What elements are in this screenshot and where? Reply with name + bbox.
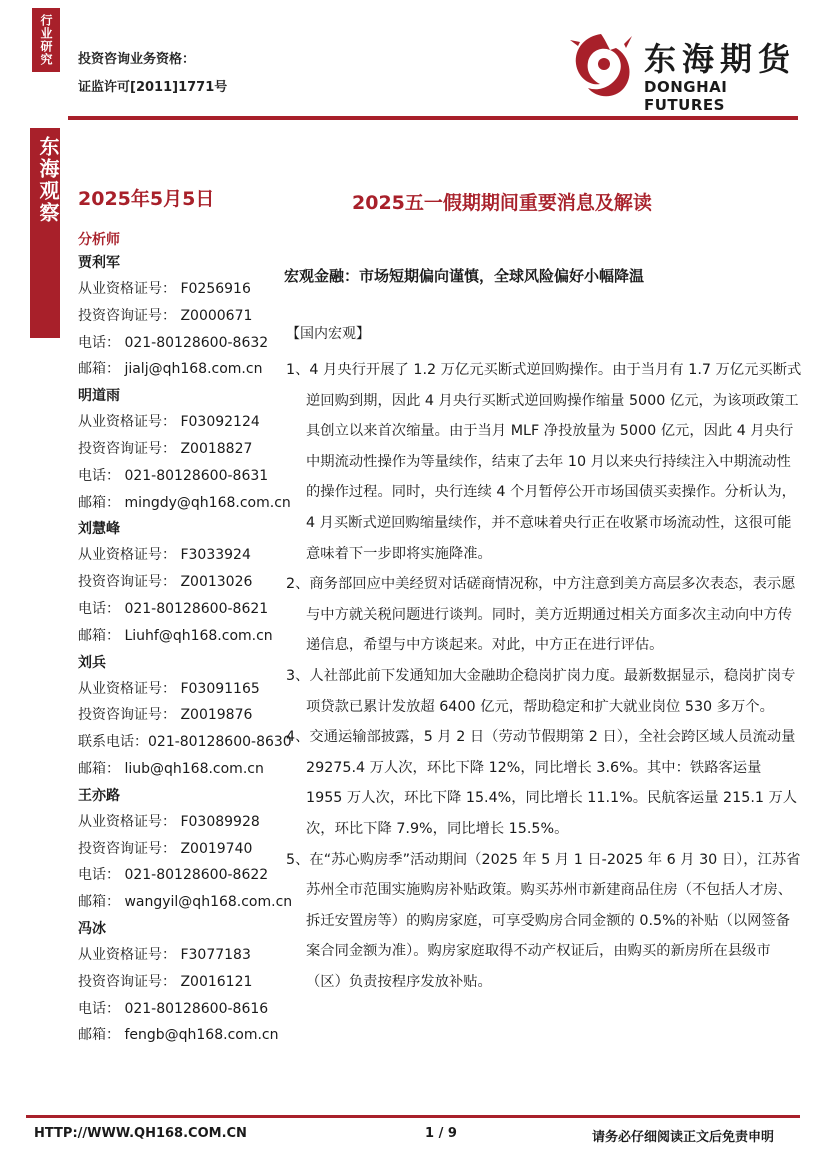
logo-chinese-name: 东海期货 — [644, 40, 797, 78]
header-divider — [68, 116, 798, 120]
analyst-email: 邮箱： wangyil@qh168.com.cn — [78, 894, 293, 911]
news-item: 4、交通运输部披露，5 月 2 日（劳动节假期第 2 日），全社会跨区域人员流动量 29275.4 万人次，环比下降 12%，同比增长 3.6%。其中：铁路客运量 1955 万人次，环比下降 15.4%，同比增长 11.1%。民航客运量 215.1 万人次，环比下降 7.9%，同比增长 15.5%。 — [286, 729, 798, 837]
analyst-email: 邮箱： Liuhf@qh168.com.cn — [78, 627, 273, 644]
analyst-license: 从业资格证号： F3033924 — [78, 547, 251, 564]
analyst-list — [78, 250, 292, 1049]
analyst-card — [78, 383, 292, 516]
logo-english-name: DONGHAI FUTURES — [644, 78, 728, 114]
license-number: 证监许可[2011]1771号 — [78, 80, 228, 95]
analyst-name: 冯冰 — [78, 920, 106, 937]
news-item: 1、4 月央行开展了 1.2 万亿元买断式逆回购操作。由于当月有 1.7 万亿元买断式逆回购到期，因此 4 月央行买断式逆回购操作缩量 5000 亿元，为该项政策工具创立以来首次缩量。由于当月 MLF 净投放量为 5000 亿元，因此 4 月央行中期流动性操作为等量续作，结束了去年 10 月以来央行持续注入中期流动性的操作过程。同时，央行连续 4 个月暂停公开市场国债买卖操作。分析认为，4 月买断式逆回购缩量续作，并不意味着央行正在收紧市场流动性，这很可能意味着下一步即将实施降准。 — [286, 362, 802, 562]
analyst-license: 从业资格证号： F3077183 — [78, 946, 251, 963]
analyst-license: 从业资格证号： F0256916 — [78, 281, 251, 297]
analyst-heading: 分析师 — [78, 232, 120, 248]
qualification-label: 投资咨询业务资格： — [78, 52, 196, 67]
report-body — [286, 355, 802, 997]
analyst-consult-cert: 投资咨询证号： Z0016121 — [78, 973, 253, 990]
dragon-emblem-icon — [566, 26, 636, 106]
analyst-license: 从业资格证号： F03091165 — [78, 680, 260, 697]
analyst-name: 刘慧峰 — [78, 521, 120, 538]
analyst-name: 刘兵 — [78, 654, 106, 671]
analyst-consult-cert: 投资咨询证号： Z0019740 — [78, 840, 253, 857]
analyst-consult-cert: 投资咨询证号： Z0019876 — [78, 707, 253, 724]
analyst-card — [78, 650, 292, 783]
section-subtitle: 宏观金融：市场短期偏向谨慎，全球风险偏好小幅降温 — [284, 267, 645, 285]
sidebar-column-tag — [30, 128, 60, 338]
analyst-card — [78, 916, 292, 1049]
analyst-license: 从业资格证号： F03092124 — [78, 414, 260, 431]
analyst-phone: 联系电话：021-80128600-8630 — [78, 734, 292, 751]
analyst-card — [78, 250, 292, 383]
report-type-tag: 行业研究 — [32, 8, 60, 72]
analyst-phone: 电话： 021-80128600-8616 — [78, 1000, 269, 1017]
analyst-phone: 电话： 021-80128600-8631 — [78, 467, 269, 484]
report-title: 2025五一假期期间重要消息及解读 — [352, 192, 652, 214]
analyst-email: 邮箱： liub@qh168.com.cn — [78, 760, 264, 777]
analyst-email: 邮箱： mingdy@qh168.com.cn — [78, 494, 291, 511]
analyst-card — [78, 783, 292, 916]
analyst-name: 王亦路 — [78, 787, 120, 804]
analyst-consult-cert: 投资咨询证号： Z0018827 — [78, 440, 253, 457]
company-logo — [566, 26, 806, 114]
analyst-license: 从业资格证号： F03089928 — [78, 813, 260, 830]
analyst-name: 明道雨 — [78, 388, 120, 405]
news-item: 3、人社部此前下发通知加大金融助企稳岗扩岗力度。最新数据显示，稳岗扩岗专项贷款已累计发放超 6400 亿元，帮助稳定和扩大就业岗位 530 多万个。 — [286, 667, 796, 715]
section-heading: 【国内宏观】 — [286, 326, 370, 342]
analyst-email: 邮箱： fengb@qh168.com.cn — [78, 1027, 279, 1044]
analyst-card — [78, 516, 292, 649]
report-date: 2025年5月5日 — [78, 188, 215, 210]
analyst-phone: 电话： 021-80128600-8622 — [78, 867, 269, 884]
page-number: 1 / 9 — [425, 1126, 457, 1141]
analyst-consult-cert: 投资咨询证号： Z0013026 — [78, 574, 253, 591]
footer-disclaimer: 请务必仔细阅读正文后免责申明 — [592, 1130, 775, 1145]
analyst-phone: 电话： 021-80128600-8621 — [78, 600, 269, 617]
footer-divider — [26, 1115, 800, 1118]
footer-website-link[interactable]: HTTP://WWW.QH168.COM.CN — [34, 1126, 247, 1141]
news-item: 5、在“苏心购房季”活动期间（2025 年 5 月 1 日-2025 年 6 月 30 日），江苏省苏州全市范围实施购房补贴政策。购买苏州市新建商品住房（不包括人才房、拆迁安置房等）的购房家庭，可享受购房合同金额的 0.5%的补贴（以网签备案合同金额为准）。购房家庭取得不动产权证后，由购买的新房所在县级市（区）负责按程序发放补贴。 — [286, 851, 801, 990]
analyst-name: 贾利军 — [78, 255, 120, 271]
sidebar-column-label: 东海观察 — [36, 136, 60, 224]
analyst-email: 邮箱： jialj@qh168.com.cn — [78, 361, 263, 378]
news-item: 2、商务部回应中美经贸对话磋商情况称，中方注意到美方高层多次表态，表示愿与中方就关税问题进行谈判。同时，美方近期通过相关方面多次主动向中方传递信息，希望与中方谈起来。对此，中方正在进行评估。 — [286, 576, 796, 654]
analyst-phone: 电话： 021-80128600-8632 — [78, 334, 269, 351]
analyst-consult-cert: 投资咨询证号： Z0000671 — [78, 307, 253, 324]
